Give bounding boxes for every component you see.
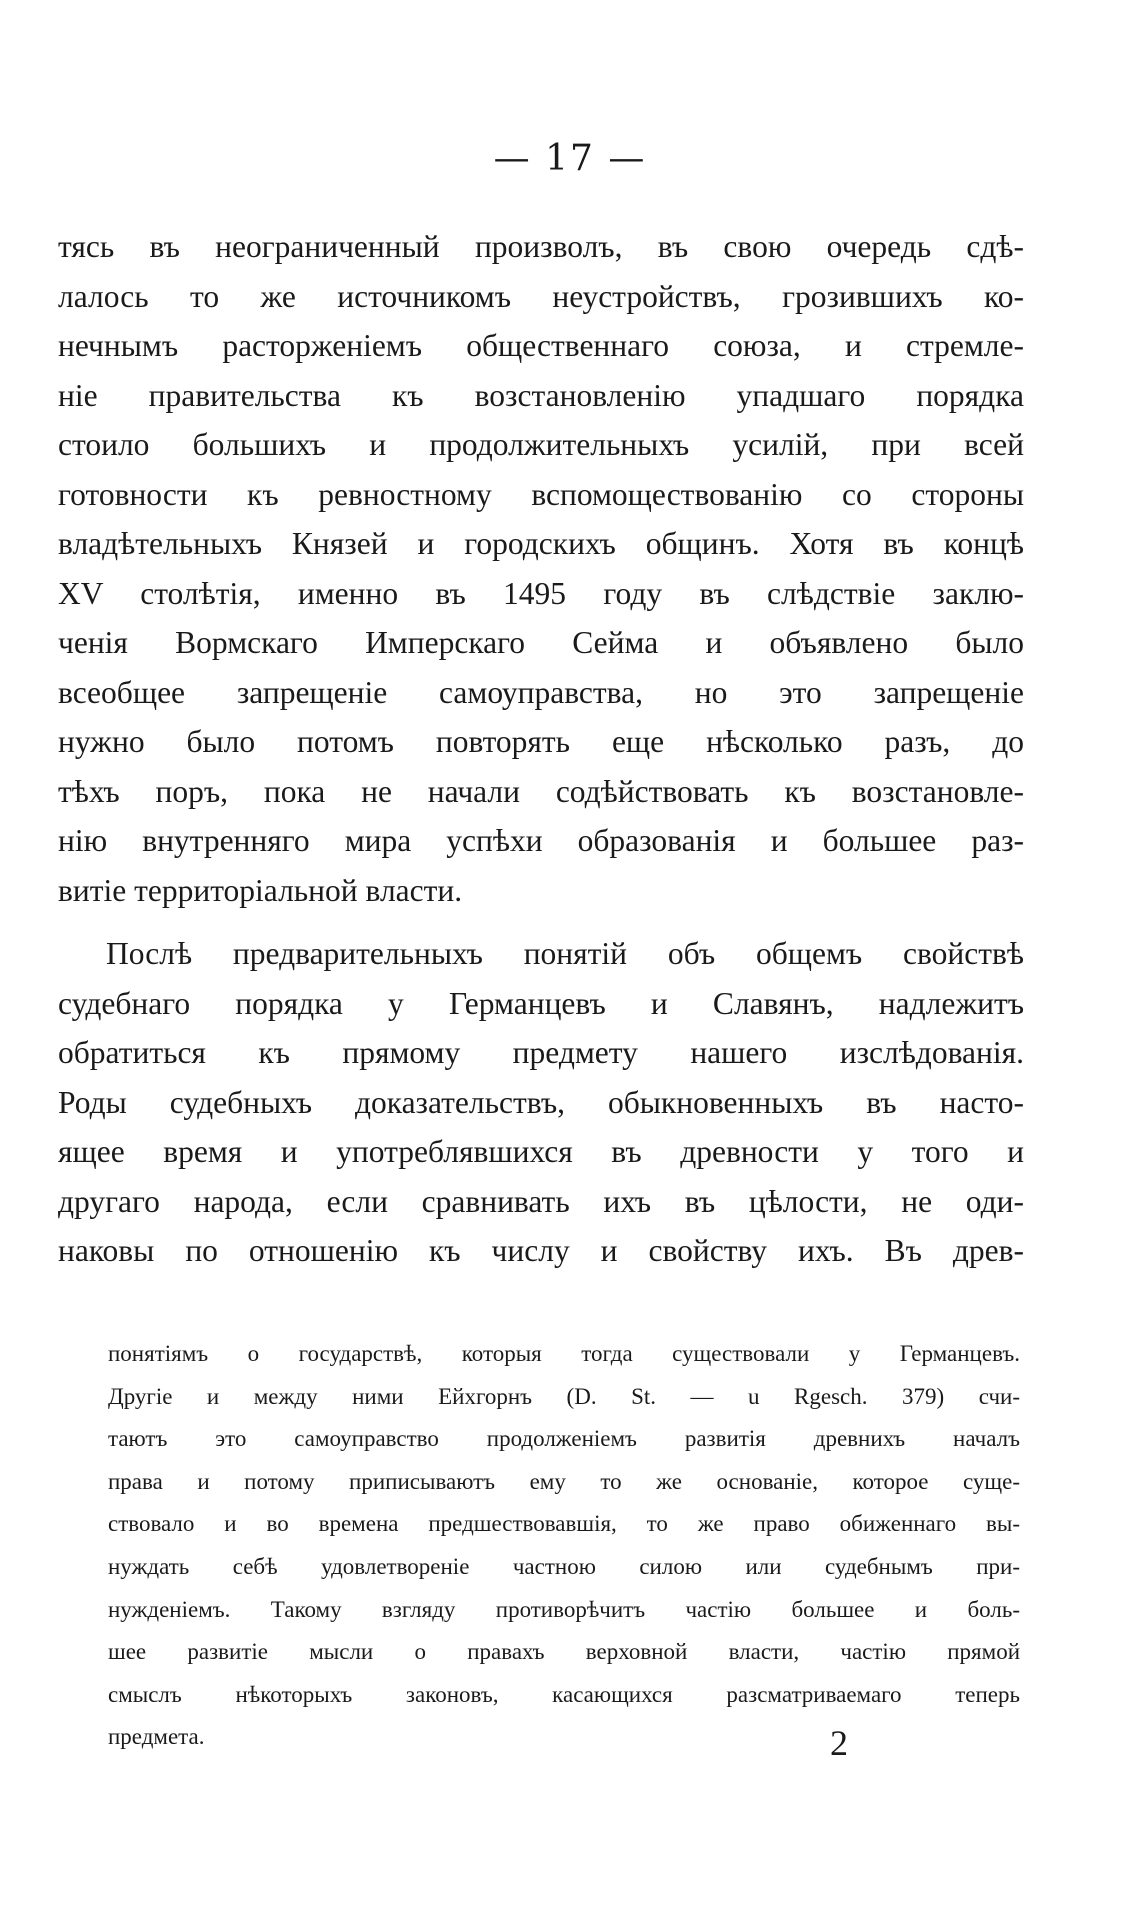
text-line: ніе правительства къ возстановленію упадшаго порядка [58, 377, 1024, 413]
text-line: другаго народа, если сравнивать ихъ въ цѣлости, не оди- [58, 1183, 1024, 1219]
paragraph-1 [58, 222, 1024, 915]
text-line: XV столѣтія, именно въ 1495 году въ слѣдствіе заклю- [58, 575, 1024, 611]
text-line: судебнаго порядка у Германцевъ и Славянъ, надлежитъ [58, 985, 1024, 1021]
footnote-line: нужденіемъ. Такому взгляду противорѣчитъ частію большее и боль- [108, 1596, 1020, 1622]
text-line: нечнымъ расторженіемъ общественнаго союза, и стремле- [58, 328, 1024, 363]
signature-mark: 2 [830, 1723, 848, 1763]
text-line: нію внутренняго мира успѣхи образованія и большее раз- [58, 823, 1024, 858]
footnote-line: таютъ это самоуправство продолженіемъ развитія древнихъ началъ [108, 1426, 1020, 1452]
text-line: обратиться къ прямому предмету нашего изслѣдованія. [58, 1035, 1024, 1070]
footnote-line: смыслъ нѣкоторыхъ законовъ, касающихся разсматриваемаго теперь [108, 1681, 1020, 1707]
text-line: нужно было потомъ повторять еще нѣсколько разъ, до [58, 724, 1024, 759]
footnote-line: предмета. [108, 1724, 205, 1750]
footnote-line: Другіе и между ними Ейхгорнъ (D. St. — u Rgesch. 379) счи- [108, 1383, 1020, 1409]
text-line: стоило большихъ и продолжительныхъ усилій, при всей [58, 427, 1024, 462]
footnote [108, 1333, 1020, 1759]
text-line: тѣхъ поръ, пока не начали содѣйствовать къ возстановле- [58, 773, 1024, 809]
text-line: лалось то же источникомъ неустройствъ, грозившихъ ко- [58, 278, 1024, 314]
text-line: готовности къ ревностному вспомоществованію со стороны [58, 476, 1024, 512]
text-line: Роды судебныхъ доказательствъ, обыкновенныхъ въ насто- [58, 1084, 1024, 1120]
paragraph-gap [58, 915, 1024, 929]
text-line: владѣтельныхъ Князей и городскихъ общинъ. Хотя въ концѣ [58, 526, 1024, 561]
text-line: ченія Вормскаго Имперскаго Сейма и объявлено было [58, 625, 1024, 660]
text-line: наковы по отношенію къ числу и свойству ихъ. Въ древ- [58, 1233, 1024, 1268]
paragraph-2 [58, 929, 1024, 1276]
footnote-line: шее развитіе мысли о правахъ верховной власти, частію прямой [108, 1639, 1020, 1665]
text-line: Послѣ предварительныхъ понятій объ общемъ свойствѣ [106, 936, 1024, 971]
text-line: витіе территоріальной власти. [58, 872, 463, 908]
footnote-line: ствовало и во времена предшествовавшія, то же право обиженнаго вы- [108, 1511, 1020, 1537]
text-line: ящее время и употреблявшихся въ древности у того и [58, 1134, 1024, 1169]
text-line: тясь въ неограниченный произволъ, въ свою очередь сдѣ- [58, 229, 1024, 264]
page-header: — 17 — [493, 138, 647, 179]
footnote-line: нуждать себѣ удовлетвореніе частною силою или судебнымъ при- [108, 1553, 1020, 1579]
footnote-line: понятіямъ о государствѣ, которыя тогда существовали у Германцевъ. [108, 1341, 1020, 1366]
footnote-line: права и потому приписываютъ ему то же основаніе, которое суще- [108, 1468, 1020, 1494]
main-text [58, 222, 1024, 1276]
text-line: всеобщее запрещеніе самоуправства, но это запрещеніе [58, 674, 1024, 710]
